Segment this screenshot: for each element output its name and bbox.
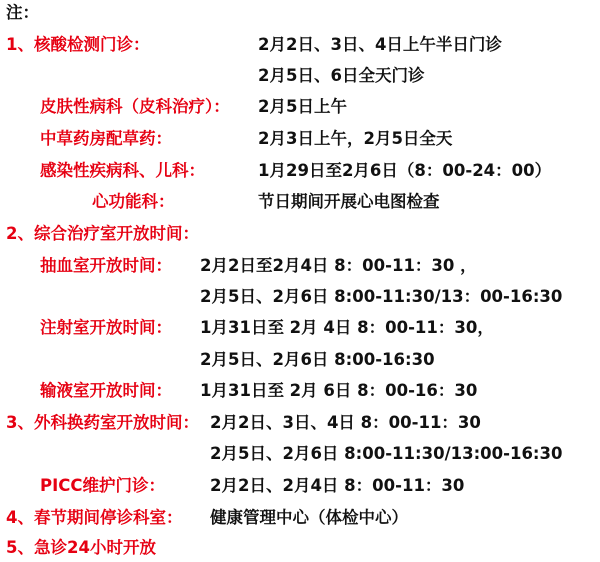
section-3-heading: 3、外科换药室开放时间：: [6, 413, 199, 432]
section-3-line-2: 2月5日、2月6日 8:00-11:30/13:00-16:30: [210, 444, 563, 463]
section-1-line-2: 2月5日、6日全天门诊: [258, 66, 425, 85]
cardiac-function-value: 节日期间开展心电图检查: [258, 192, 440, 211]
section-2-heading: 2、综合治疗室开放时间：: [6, 224, 199, 243]
infusion-room-line-1: 1月31日至 2月 6日 8：00-16：30: [200, 381, 478, 400]
dermatology-label: 皮肤性病科（皮科治疗）：: [40, 97, 230, 116]
dermatology-value: 2月5日上午: [258, 97, 347, 116]
injection-room-line-1: 1月31日至 2月 4日 8：00-11：30，: [200, 318, 494, 337]
infectious-pediatrics-label: 感染性疾病科、儿科：: [40, 161, 205, 180]
blood-draw-line-2: 2月5日、2月6日 8:00-11:30/13：00-16:30: [200, 287, 563, 306]
section-4-heading: 4、春节期间停诊科室：: [6, 508, 183, 527]
cardiac-function-label: 心功能科：: [92, 192, 175, 211]
note-label: 注：: [6, 3, 39, 22]
injection-room-label: 注射室开放时间：: [40, 318, 172, 337]
section-3-line-1: 2月2日、3日、4日 8：00-11：30: [210, 413, 481, 432]
infusion-room-label: 输液室开放时间：: [40, 381, 172, 400]
section-1-line-1: 2月2日、3日、4日上午半日门诊: [258, 35, 502, 54]
blood-draw-label: 抽血室开放时间：: [40, 256, 172, 275]
picc-value: 2月2日、2月4日 8：00-11：30: [210, 476, 465, 495]
infectious-pediatrics-value: 1月29日至2月6日（8：00-24：00）: [258, 161, 552, 180]
herbal-pharmacy-value: 2月3日上午，2月5日全天: [258, 129, 453, 148]
section-5-heading: 5、急诊24小时开放: [6, 538, 156, 557]
picc-label: PICC维护门诊：: [40, 476, 165, 495]
section-4-value: 健康管理中心（体检中心）: [210, 508, 408, 527]
herbal-pharmacy-label: 中草药房配草药：: [40, 129, 172, 148]
injection-room-line-2: 2月5日、2月6日 8:00-16:30: [200, 350, 435, 369]
blood-draw-line-1: 2月2日至2月4日 8：00-11：30 ，: [200, 256, 477, 275]
section-1-heading: 1、核酸检测门诊：: [6, 35, 150, 54]
